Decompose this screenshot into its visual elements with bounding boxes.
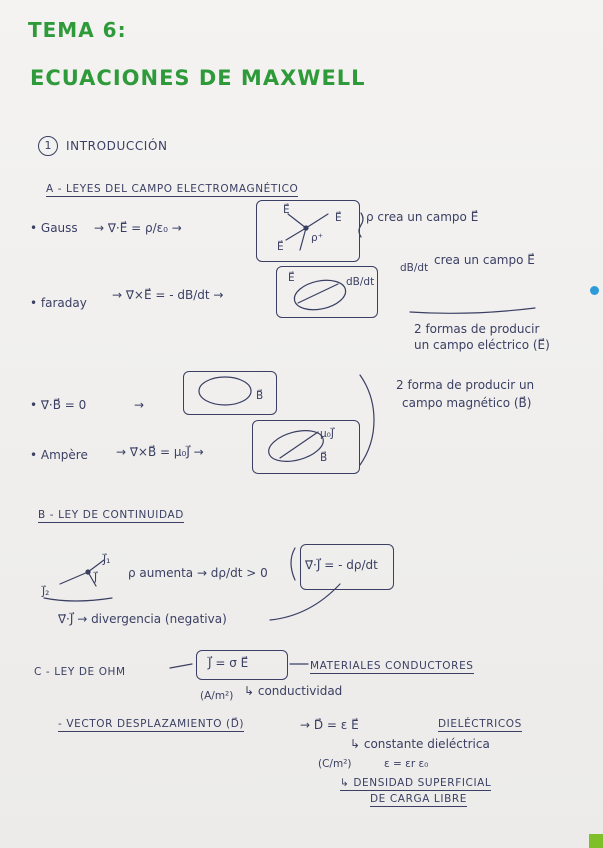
faraday-note: crea un campo E⃗ bbox=[434, 253, 535, 267]
corner-tag bbox=[589, 834, 603, 848]
gauss-box-e2: E⃗ bbox=[335, 212, 342, 224]
faraday-summary-line bbox=[410, 308, 535, 313]
faraday-loop bbox=[292, 276, 349, 314]
continuity-boxed-eq: ∇⃗·J⃗ = - dρ/dt bbox=[305, 558, 378, 572]
displacement-densidad-line2: DE CARGA LIBRE bbox=[370, 793, 468, 805]
div-b-box-b: B⃗ bbox=[256, 390, 264, 402]
gauss-box-rho: ρ⁺ bbox=[311, 232, 324, 244]
blue-marker-dot bbox=[590, 286, 599, 295]
displacement-constante: ↳ constante dieléctrica bbox=[350, 737, 490, 751]
gauss-brace bbox=[359, 213, 363, 237]
gauss-box-e3: E⃗ bbox=[277, 241, 284, 253]
ampere-box-muj: μ₀J⃗ bbox=[320, 428, 334, 440]
div-b-arrow: → bbox=[134, 398, 145, 412]
section-b-heading: B - LEY DE CONTINUIDAD bbox=[38, 509, 184, 521]
intro-number-circle: 1 bbox=[38, 136, 58, 156]
displacement-densidad-line1: ↳ DENSIDAD SUPERFICIAL bbox=[340, 777, 492, 789]
continuity-arrow-2 bbox=[60, 572, 88, 584]
faraday-box-e: E⃗ bbox=[288, 272, 295, 284]
electric-summary-line2: un campo eléctrico (E⃗) bbox=[414, 338, 550, 352]
displacement-equation: → D⃗ = ε E⃗ bbox=[300, 718, 359, 732]
continuity-arrow-1 bbox=[88, 560, 104, 572]
gauss-box-e1: E⃗ bbox=[283, 204, 290, 216]
faraday-box-db: dB/dt bbox=[346, 276, 375, 288]
faraday-label: • faraday bbox=[30, 296, 87, 310]
ohm-equation: J⃗ = σ E⃗ bbox=[208, 656, 249, 670]
continuity-j1: J⃗₁ bbox=[103, 554, 111, 566]
ohm-arrow bbox=[170, 664, 192, 668]
displacement-dielectric-note: DIELÉCTRICOS bbox=[438, 718, 522, 730]
faraday-note-frac: dB/dt bbox=[400, 262, 429, 274]
page-title-line2: ECUACIONES DE MAXWELL bbox=[30, 66, 366, 90]
magnetic-brace bbox=[360, 375, 374, 465]
ampere-label: • Ampère bbox=[30, 448, 88, 462]
magnetic-note-line1: 2 forma de producir un bbox=[396, 378, 535, 392]
div-b-loop bbox=[199, 377, 251, 405]
intro-heading: INTRODUCCIÓN bbox=[66, 139, 168, 153]
continuity-bracket bbox=[291, 548, 295, 580]
ampere-loop bbox=[265, 425, 326, 467]
electric-summary-line1: 2 formas de producir bbox=[414, 322, 540, 336]
continuity-j2: J⃗₂ bbox=[42, 586, 50, 598]
continuity-divergence: ∇⃗·J⃗ → divergencia (negativa) bbox=[58, 612, 227, 626]
gauss-label: • Gauss bbox=[30, 221, 78, 235]
displacement-eps-relation: ε = εr ε₀ bbox=[384, 758, 429, 770]
section-a-heading: A - LEYES DEL CAMPO ELECTROMAGNÉTICO bbox=[46, 183, 299, 195]
continuity-underbrace bbox=[44, 598, 112, 601]
gauss-arrow-1 bbox=[288, 214, 306, 228]
section-c-heading: C - LEY DE OHM bbox=[34, 666, 126, 678]
gauss-equation: → ∇·E⃗ = ρ/ε₀ → bbox=[94, 221, 182, 235]
displacement-units: (C/m²) bbox=[318, 758, 352, 770]
ohm-conductividad: ↳ conductividad bbox=[244, 684, 343, 698]
gauss-note: ρ crea un campo E⃗ bbox=[366, 210, 479, 224]
continuity-link-line bbox=[270, 584, 340, 620]
continuity-arrow-3 bbox=[88, 572, 96, 586]
ohm-materials-note: MATERIALES CONDUCTORES bbox=[310, 660, 474, 672]
ampere-box-b: B⃗ bbox=[320, 452, 328, 464]
magnetic-note-line2: campo magnético (B⃗) bbox=[402, 396, 532, 410]
faraday-equation: → ∇⃗×E⃗ = - dB/dt → bbox=[112, 288, 224, 302]
continuity-j3: J⃗ bbox=[94, 572, 98, 584]
gauss-arrow-2 bbox=[306, 214, 328, 228]
div-b-label: • ∇⃗·B⃗ = 0 bbox=[30, 398, 87, 412]
section-d-heading: - VECTOR DESPLAZAMIENTO (D⃗) bbox=[58, 718, 245, 730]
ampere-equation: → ∇⃗×B⃗ = μ₀J⃗ → bbox=[116, 445, 204, 459]
ohm-units: (A/m²) bbox=[200, 690, 234, 702]
continuity-equation: ρ aumenta → dρ/dt > 0 bbox=[128, 566, 268, 580]
page-title-line1: TEMA 6: bbox=[28, 18, 127, 42]
